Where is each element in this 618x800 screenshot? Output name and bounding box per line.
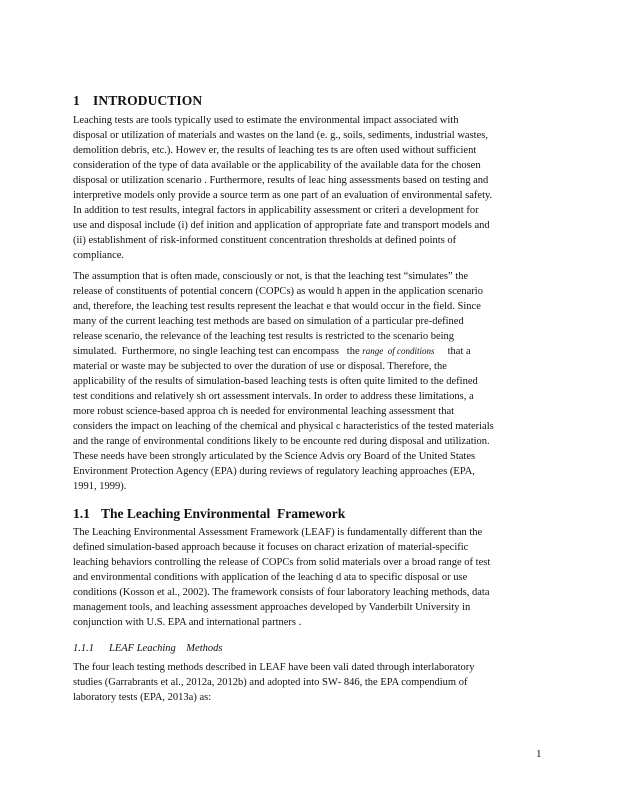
section-title: INTRODUCTION <box>93 93 203 108</box>
text-line: and environmental conditions with application of the leaching d ata to specific disposal or use <box>73 572 468 583</box>
text-line: disposal or utilization scenario . Furthermore, results of leac hing assessments based on testing and <box>73 175 489 186</box>
section-number: 1.1 <box>73 506 90 521</box>
paragraph-four-methods <box>73 660 545 705</box>
text-line: interpretive models only provide a source term as one part of an evaluation of environmental safety. <box>73 190 493 201</box>
text-line: The Leaching Environmental Assessment Framework (LEAF) is fundamentally different than the <box>73 527 483 538</box>
text-line: more robust science‐based approa ch is needed for environmental leaching assessment that <box>73 406 455 417</box>
text-line: defined simulation‐based approach because it focuses on charact erization of material‐specific <box>73 542 469 553</box>
text-line: These needs have been strongly articulated by the Science Advis ory Board of the United States <box>73 451 476 462</box>
text-line: demolition debris, etc.). Howev er, the results of leaching tes ts are often used without sufficient <box>73 145 477 156</box>
text-line: compliance. <box>73 250 125 261</box>
text-line: leaching behaviors controlling the release of COPCs from solid materials over a broad range of test <box>73 557 491 568</box>
text-line: laboratory tests (EPA, 2013a) as: <box>73 692 212 703</box>
subsection-heading-leaf-methods <box>73 643 222 654</box>
text-line: material or waste may be subjected to over the duration of use or disposal. Therefore, the <box>73 361 447 372</box>
text-line: studies (Garrabrants et al., 2012a, 2012b) and adopted into SW‐ 846, the EPA compendium of <box>73 677 468 688</box>
section-title: The Leaching Environmental Framework <box>101 506 346 521</box>
section-heading-introduction <box>73 93 202 109</box>
text-line: Environment Protection Agency (EPA) during reviews of regulatory leaching approaches (EPA, <box>73 466 475 477</box>
italic-phrase: range of conditions <box>362 346 435 356</box>
text-line: consideration of the type of data available or the applicability of the available data for the chosen <box>73 160 481 171</box>
section-number: 1 <box>73 93 80 108</box>
text-line: test conditions and relatively sh ort assessment intervals. In order to address these limitations, a <box>73 391 474 402</box>
text-line: and, therefore, the leaching test results represent the leachat e that would occur in the field. Since <box>73 301 481 312</box>
text-line: considers the impact on leaching of the chemical and physical c haracteristics of the tested materials <box>73 421 494 432</box>
text-run: that a <box>434 346 471 357</box>
section-title: LEAF Leaching Methods <box>109 643 223 654</box>
text-line: conjunction with U.S. EPA and international partners . <box>73 617 302 628</box>
text-line: The assumption that is often made, consciously or not, is that the leaching test “simulates” the <box>73 271 469 282</box>
paragraph-assumption <box>73 269 545 494</box>
text-line: applicability of the results of simulation‐based leaching tests is often quite limited to the defined <box>73 376 478 387</box>
text-line: release of constituents of potential concern (COPCs) as would h appen in the application scenario <box>73 286 483 297</box>
paragraph-leaf <box>73 525 545 630</box>
text-line: disposal or utilization of materials and wastes on the land (e. g., soils, sediments, industrial wastes, <box>73 130 488 141</box>
paragraph-leaching-tests <box>73 113 545 263</box>
page-number: 1 <box>536 748 542 760</box>
section-number: 1.1.1 <box>73 643 94 654</box>
text-line: many of the current leaching test methods are based on simulation of a particular pre‐defined <box>73 316 464 327</box>
text-line: conditions (Kosson et al., 2002). The framework consists of four laboratory leaching methods, data <box>73 587 490 598</box>
text-line: and the range of environmental conditions likely to be encounte red during disposal and utilization. <box>73 436 490 447</box>
text-line: In addition to test results, integral factors in applicability assessment or criteri a development for <box>73 205 479 216</box>
text-line: use and disposal include (i) def inition and application of appropriate fate and transport models and <box>73 220 490 231</box>
text-line: Leaching tests are tools typically used to estimate the environmental impact associated with <box>73 115 459 126</box>
text-line: 1991, 1999). <box>73 481 127 492</box>
text-line: The four leach testing methods described in LEAF have been vali dated through interlaboratory <box>73 662 475 673</box>
text-line: management tools, and leaching assessment approaches developed by Vanderbilt University in <box>73 602 471 613</box>
text-line-with-italic <box>73 344 545 359</box>
text-line: (ii) establishment of risk‐informed constituent concentration thresholds at defined points of <box>73 235 457 246</box>
text-line: release scenario, the relevance of the leaching test results is restricted to the scenario being <box>73 331 455 342</box>
section-heading-leaching-framework <box>73 506 345 522</box>
text-run: simulated. Furthermore, no single leaching test can encompass the <box>73 346 363 357</box>
